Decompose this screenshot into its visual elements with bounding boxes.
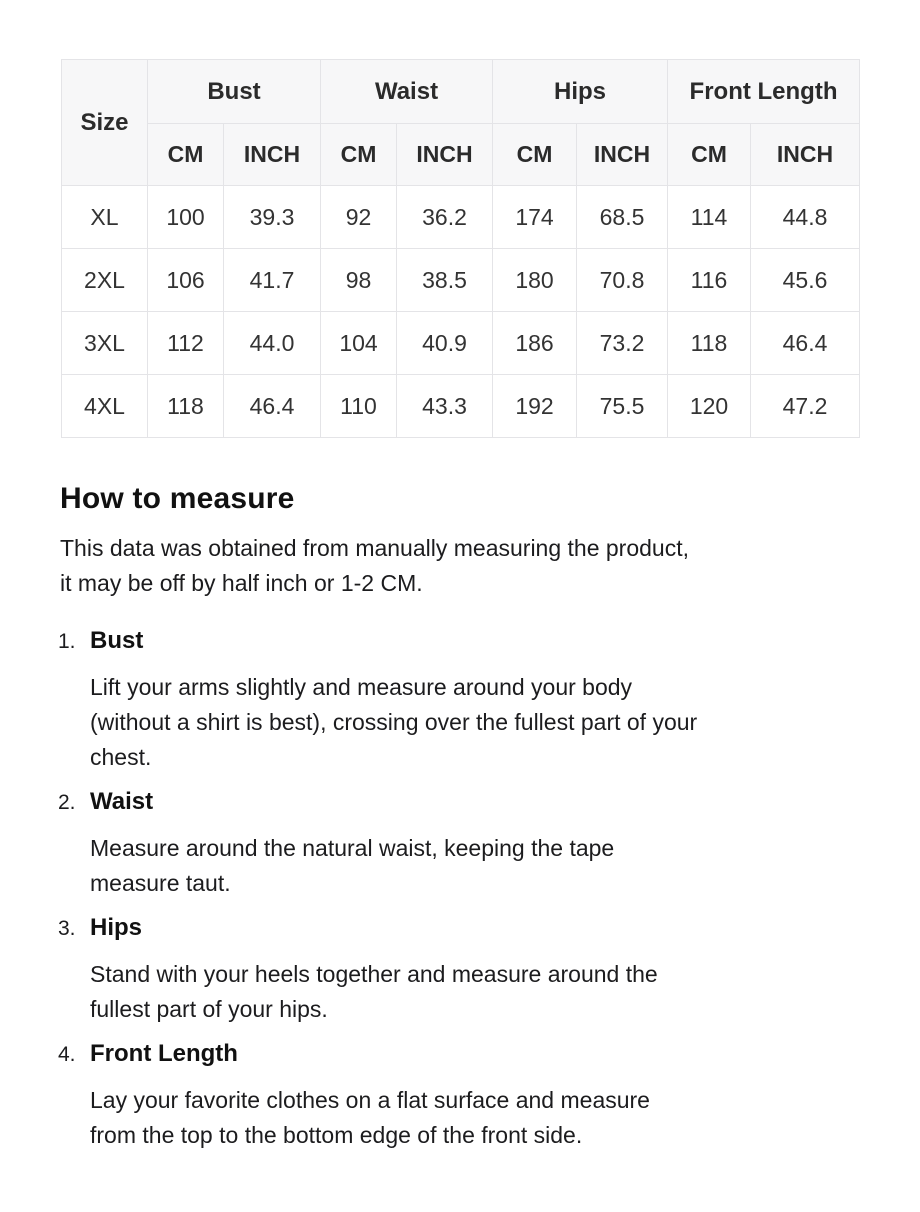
table-unit-header-row [62, 124, 860, 186]
value-cell: 44.0 [224, 312, 321, 375]
how-to-measure-heading: How to measure [60, 482, 295, 515]
list-item-title-row [58, 784, 860, 821]
table-row-2xl [62, 249, 860, 312]
value-cell: 43.3 [397, 375, 493, 438]
list-item-hips [60, 910, 860, 1027]
unit-header-waist-inch: INCH [397, 124, 493, 186]
value-cell: 174 [493, 186, 577, 249]
body-line: from the top to the bottom edge of the front side. [90, 1122, 583, 1148]
list-item-body [90, 831, 860, 901]
list-item-title: Waist [90, 788, 154, 815]
list-item-title-row [58, 623, 860, 660]
group-header-waist: Waist [321, 60, 493, 124]
value-cell: 41.7 [224, 249, 321, 312]
value-cell: 68.5 [577, 186, 668, 249]
list-item-body [90, 670, 860, 775]
value-cell: 73.2 [577, 312, 668, 375]
value-cell: 46.4 [224, 375, 321, 438]
list-item-number: 1. [58, 630, 76, 653]
table-row-4xl [62, 375, 860, 438]
body-line: Stand with your heels together and measure around the [90, 961, 658, 987]
body-line: chest. [90, 744, 152, 770]
value-cell: 120 [668, 375, 751, 438]
size-cell: XL [62, 186, 148, 249]
value-cell: 98 [321, 249, 397, 312]
value-cell: 100 [148, 186, 224, 249]
unit-header-front-length-inch: INCH [751, 124, 860, 186]
unit-header-front-length-cm: CM [668, 124, 751, 186]
list-item-number: 4. [58, 1043, 76, 1066]
value-cell: 186 [493, 312, 577, 375]
body-line: measure taut. [90, 870, 231, 896]
size-chart-table [61, 59, 860, 438]
value-cell: 38.5 [397, 249, 493, 312]
value-cell: 39.3 [224, 186, 321, 249]
list-item-title: Front Length [90, 1040, 238, 1067]
value-cell: 104 [321, 312, 397, 375]
value-cell: 40.9 [397, 312, 493, 375]
unit-header-hips-cm: CM [493, 124, 577, 186]
table-row-xl [62, 186, 860, 249]
list-item-front-length [60, 1036, 860, 1153]
value-cell: 106 [148, 249, 224, 312]
body-line: Measure around the natural waist, keeping the tape [90, 835, 615, 861]
value-cell: 70.8 [577, 249, 668, 312]
measure-instructions-list [60, 623, 860, 1153]
table-group-header-row [62, 60, 860, 124]
value-cell: 45.6 [751, 249, 860, 312]
list-item-bust [60, 623, 860, 775]
value-cell: 47.2 [751, 375, 860, 438]
unit-header-hips-inch: INCH [577, 124, 668, 186]
value-cell: 192 [493, 375, 577, 438]
value-cell: 112 [148, 312, 224, 375]
table-row-3xl [62, 312, 860, 375]
group-header-bust: Bust [148, 60, 321, 124]
list-item-number: 2. [58, 791, 76, 814]
body-line: Lay your favorite clothes on a flat surface and measure [90, 1087, 650, 1113]
list-item-title-row [58, 910, 860, 947]
list-item-number: 3. [58, 917, 76, 940]
body-line: fullest part of your hips. [90, 996, 328, 1022]
value-cell: 92 [321, 186, 397, 249]
group-header-hips: Hips [493, 60, 668, 124]
unit-header-bust-cm: CM [148, 124, 224, 186]
list-item-title: Hips [90, 914, 143, 941]
value-cell: 118 [668, 312, 751, 375]
unit-header-waist-cm: CM [321, 124, 397, 186]
size-cell: 2XL [62, 249, 148, 312]
value-cell: 110 [321, 375, 397, 438]
list-item-body [90, 957, 860, 1027]
value-cell: 116 [668, 249, 751, 312]
list-item-title-row [58, 1036, 860, 1073]
value-cell: 46.4 [751, 312, 860, 375]
intro-line: This data was obtained from manually measuring the product, [60, 535, 689, 561]
intro-line: it may be off by half inch or 1-2 CM. [60, 570, 423, 596]
value-cell: 114 [668, 186, 751, 249]
group-header-front-length: Front Length [668, 60, 860, 124]
body-line: (without a shirt is best), crossing over the fullest part of your [90, 709, 698, 735]
body-line: Lift your arms slightly and measure around your body [90, 674, 633, 700]
size-cell: 3XL [62, 312, 148, 375]
value-cell: 44.8 [751, 186, 860, 249]
value-cell: 180 [493, 249, 577, 312]
value-cell: 118 [148, 375, 224, 438]
value-cell: 75.5 [577, 375, 668, 438]
list-item-waist [60, 784, 860, 901]
unit-header-bust-inch: INCH [224, 124, 321, 186]
value-cell: 36.2 [397, 186, 493, 249]
size-cell: 4XL [62, 375, 148, 438]
size-column-header: Size [62, 60, 148, 186]
list-item-body [90, 1083, 860, 1153]
list-item-title: Bust [90, 627, 144, 654]
intro-text [60, 531, 860, 601]
